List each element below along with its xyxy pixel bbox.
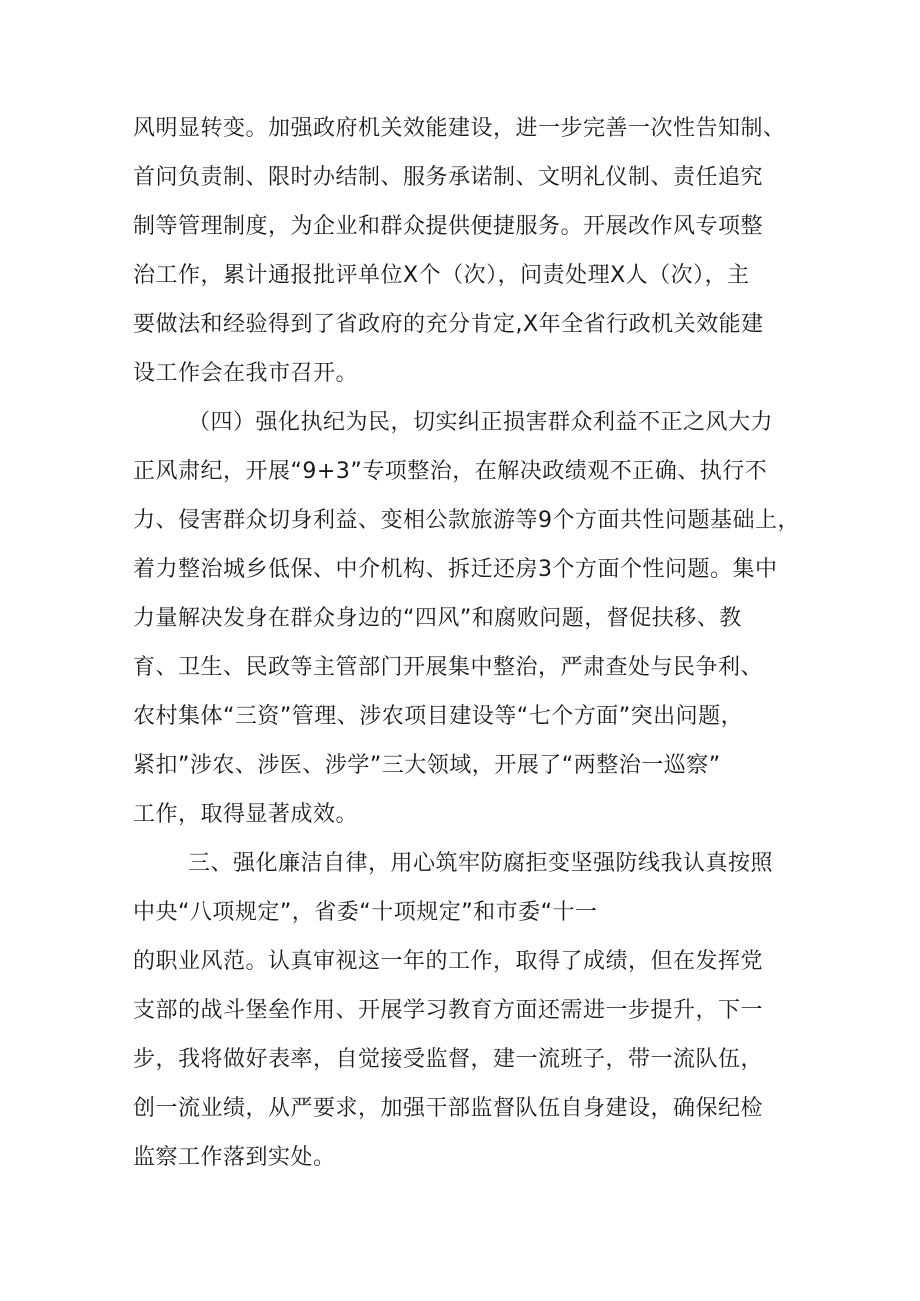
body-text-line-22: 监察工作落到实处。	[133, 1145, 336, 1170]
body-text-line-19: 支部的战斗堡垒作用、开展学习教育方面还需进一步提升，下一	[133, 998, 764, 1023]
body-text-line-13: 农村集体“三资”管理、涉农项目建设等“七个方面”突出问题，	[133, 704, 744, 729]
body-text-line-6: 设工作会在我市召开。	[133, 361, 359, 386]
body-text-line-16: 三、强化廉洁自律，用心筑牢防腐拒变坚强防线我认真按照	[188, 851, 774, 876]
body-text-line-8: 正风肃纪，开展“9+3”专项整治，在解决政绩观不正确、执行不	[133, 459, 768, 484]
body-text-line-9: 力、侵害群众切身利益、变相公款旅游等9个方面共性问题基础上，	[133, 508, 800, 533]
body-text-line-4: 治工作，累计通报批评单位X个（次），问责处理X人（次），主	[133, 263, 750, 288]
body-text-line-12: 育、卫生、民政等主管部门开展集中整治，严肃查处与民争利、	[133, 655, 764, 680]
body-text-line-10: 着力整治城乡低保、中介机构、拆迁还房3个方面个性问题。集中	[133, 557, 778, 582]
body-text-line-11: 力量解决发身在群众身边的“四风”和腐败问题，督促扶移、教	[133, 606, 742, 631]
body-text-line-15: 工作，取得显著成效。	[133, 802, 359, 827]
body-text-line-2: 首问负责制、限时办结制、服务承诺制、文明礼仪制、责任追究	[133, 165, 764, 190]
body-text-line-7: （四）强化执纪为民，切实纠正损害群众利益不正之风大力	[188, 410, 774, 435]
body-text-line-1: 风明显转变。加强政府机关效能建设，进一步完善一次性告知制、	[133, 116, 786, 141]
body-text-line-3: 制等管理制度，为企业和群众提供便捷服务。开展改作风专项整	[133, 214, 764, 239]
body-text-line-17: 中央“八项规定”，省委“十项规定”和市委“十一	[133, 900, 598, 925]
body-text-line-21: 创一流业绩，从严要求，加强干部监督队伍自身建设，确保纪检	[133, 1096, 764, 1121]
body-text-line-14: 紧扣”涉农、涉医、涉学”三大领域，开展了“两整治一巡察”	[133, 753, 721, 778]
body-text-line-18: 的职业风范。认真审视这一年的工作，取得了成绩，但在发挥党	[133, 949, 764, 974]
body-text-line-5: 要做法和经验得到了省政府的充分肯定,X年全省行政机关效能建	[133, 312, 764, 337]
body-text-line-20: 步，我将做好表率，自觉接受监督，建一流班子，带一流队伍，	[133, 1047, 764, 1072]
